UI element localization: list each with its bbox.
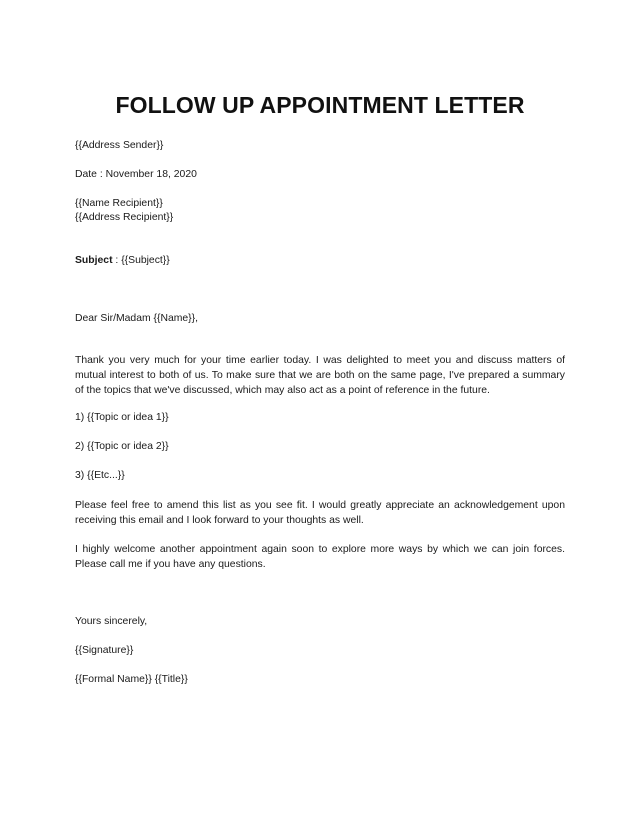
closing: Yours sincerely, — [75, 616, 148, 627]
paragraph-amend: Please feel free to amend this list as you see fit. I would greatly appreciate an acknowledgement upon receiving this email and I look forward to your thoughts as well. — [75, 500, 565, 526]
address-sender: {{Address Sender}} — [75, 140, 164, 151]
name-recipient: {{Name Recipient}} — [75, 198, 163, 209]
paragraph-appointment: I highly welcome another appointment again soon to explore more ways by which we can join forces. Please call me if you have any questions. — [75, 544, 565, 570]
signature: {{Signature}} — [75, 645, 134, 656]
list-item: 3) {{Etc...}} — [75, 470, 125, 481]
paragraph-intro: Thank you very much for your time earlier today. I was delighted to meet you and discuss matters of mutual interest to both of us. To make sure that we are both on the same page, I've prepared a summary of the topics that we've discussed, which may also act as a point of reference in the future. — [75, 355, 565, 396]
formal-name: {{Formal Name}} {{Title}} — [75, 674, 188, 685]
date-line: Date : November 18, 2020 — [75, 169, 197, 180]
subject-line — [75, 254, 170, 268]
address-recipient: {{Address Recipient}} — [75, 212, 174, 223]
subject-label: Subject — [75, 255, 113, 266]
subject-value: : {{Subject}} — [112, 255, 170, 266]
list-item: 1) {{Topic or idea 1}} — [75, 412, 169, 423]
letter-title: FOLLOW UP APPOINTMENT LETTER — [115, 92, 525, 118]
salutation: Dear Sir/Madam {{Name}}, — [75, 313, 199, 324]
list-item: 2) {{Topic or idea 2}} — [75, 441, 169, 452]
